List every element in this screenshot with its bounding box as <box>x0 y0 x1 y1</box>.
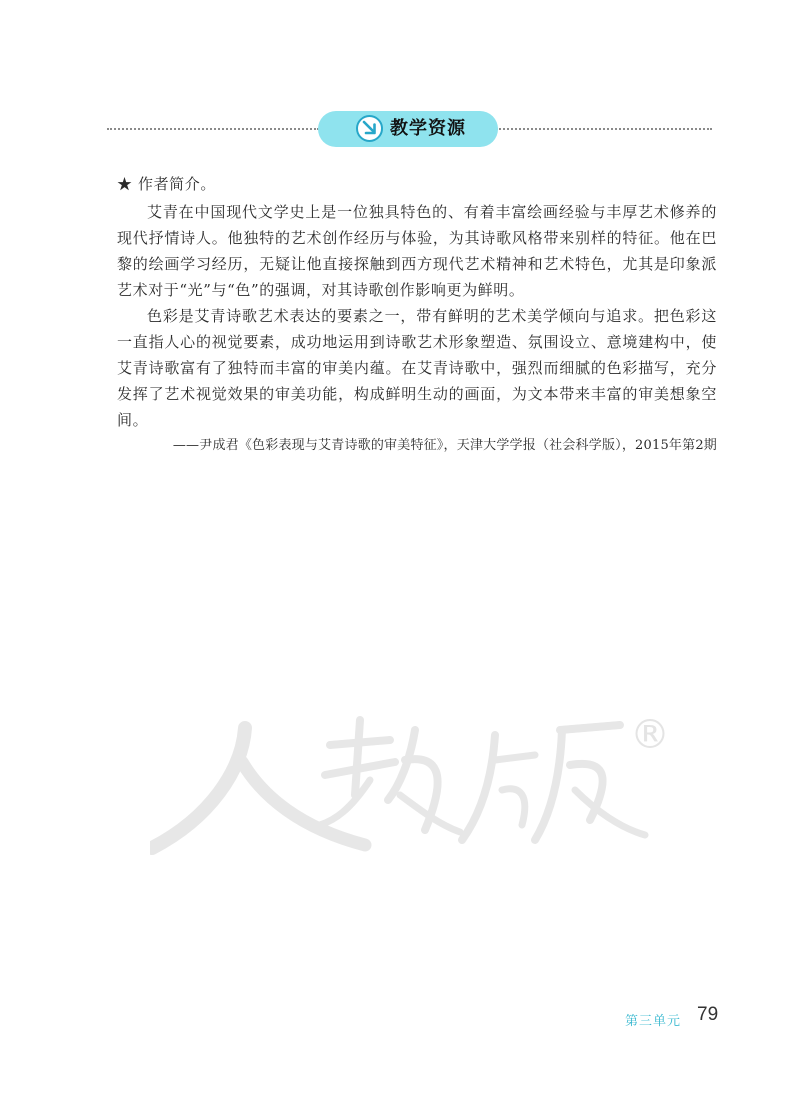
paragraph-1: 艾青在中国现代文学史上是一位独具特色的、有着丰富绘画经验与丰厚艺术修养的现代抒情诗人。他独特的艺术创作经历与体验，为其诗歌风格带来别样的特征。他在巴黎的绘画学习经历，无疑让他直接探触到西方现代艺术精神和艺术特色，尤其是印象派艺术对于“光”与“色”的强调，对其诗歌创作影响更为鲜明。 <box>117 203 717 299</box>
arrow-down-right-icon <box>356 115 383 142</box>
paragraph-2: 色彩是艾青诗歌艺术表达的要素之一，带有鲜明的艺术美学倾向与追求。把色彩这一直指人心的视觉要素，成功地运用到诗歌艺术形象塑造、氛围设立、意境建构中，使艾青诗歌富有了独特而丰富的审美内蕴。在艾青诗歌中，强烈而细腻的色彩描写，充分发挥了艺术视觉效果的审美功能，构成鲜明生动的画面，为文本带来丰富的审美想象空间。 <box>117 307 717 429</box>
unit-label: 第三单元 <box>625 1014 682 1029</box>
publisher-watermark-logo <box>150 700 680 860</box>
header-rule-left <box>107 128 319 130</box>
registered-mark: ® <box>630 712 670 758</box>
page-number: 79 <box>697 1004 719 1025</box>
section-title: 教学资源 <box>390 118 466 139</box>
citation: ——尹成君《色彩表现与艾青诗歌的审美特征》，天津大学学报（社会科学版），2015年第2期 <box>172 438 717 453</box>
header-rule-right <box>496 128 712 130</box>
resource-content <box>117 171 717 457</box>
author-intro-heading: ★ 作者简介。 <box>117 175 216 193</box>
